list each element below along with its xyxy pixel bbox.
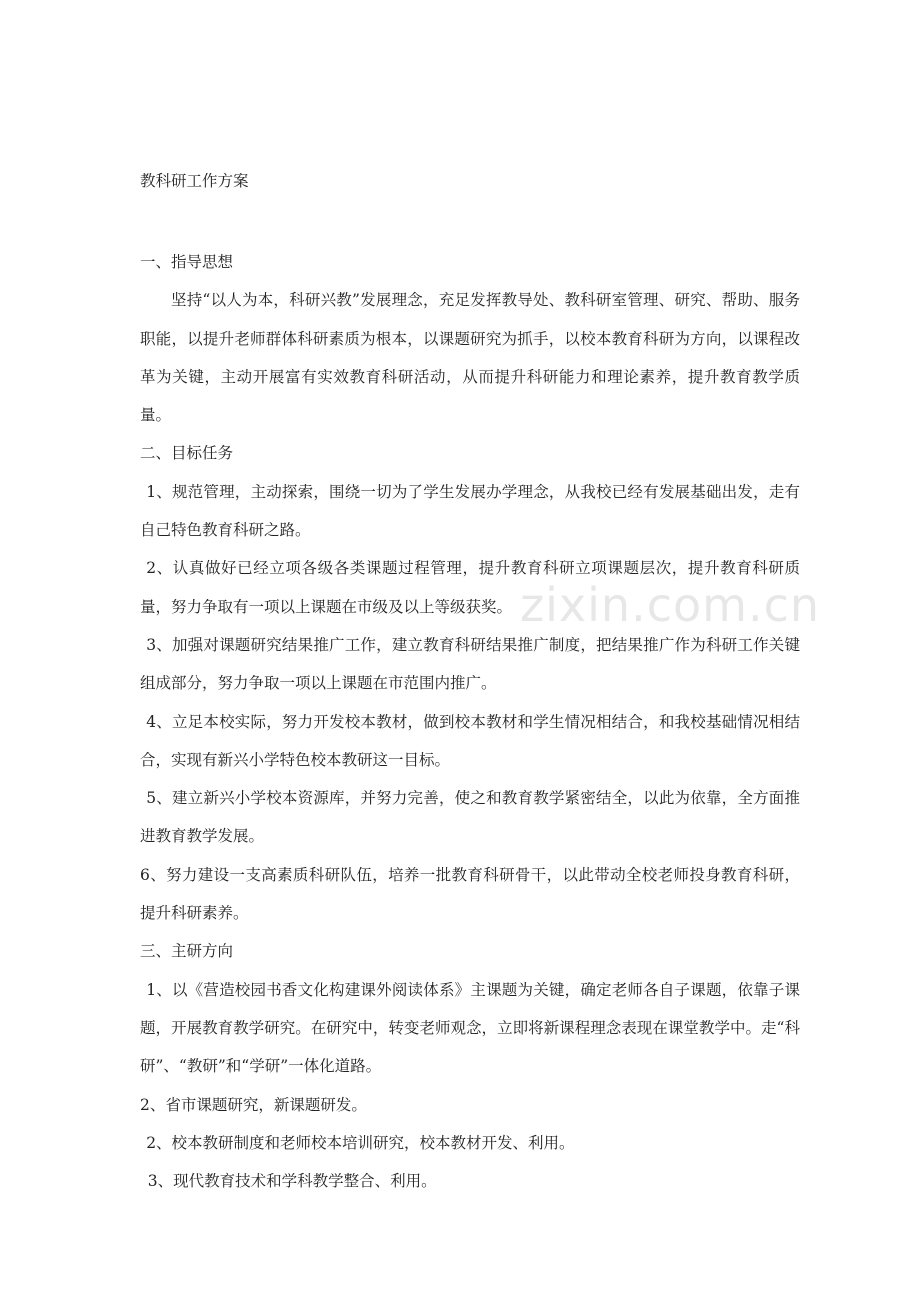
goal-item-3: 3、加强对课题研究结果推广工作，建立教育科研结果推广制度，把结果推广作为科研工作关键组成部分，努力争取一项以上课题在市范围内推广。	[140, 635, 800, 693]
document-title: 教科研工作方案	[140, 172, 249, 190]
direction-item-1: 1、以《营造校园书香文化构建课外阅读体系》主课题为关键，确定老师各自子课题，依靠子课题，开展教育教学研究。在研究中，转变老师观念，立即将新课程理念表现在课堂教学中。走“科研”、“教研”和“学研”一体化道路。	[140, 980, 800, 1076]
goal-item-5: 5、建立新兴小学校本资源库，并努力完善，使之和教育教学紧密结全，以此为依靠，全方面推进教育教学发展。	[140, 789, 800, 846]
section-heading-guiding-thought: 一、指导思想	[140, 253, 234, 271]
section-heading-goals: 二、目标任务	[140, 444, 234, 463]
section-heading-research-direction: 三、主研方向	[140, 942, 234, 961]
goal-item-4: 4、立足本校实际，努力开发校本教材，做到校本教材和学生情况相结合，和我校基础情况相结合，实现有新兴小学特色校本教研这一目标。	[140, 712, 800, 769]
direction-item-2: 2、省市课题研究，新课题研发。	[140, 1095, 367, 1114]
goal-item-1: 1、规范管理，主动探索，围绕一切为了学生发展办学理念，从我校已经有发展基础出发，走有自己特色教育科研之路。	[140, 482, 800, 540]
direction-item-3: 2、校本教研制度和老师校本培训研究，校本教材开发、利用。	[146, 1133, 575, 1152]
watermark: zixin.com.cn	[520, 578, 821, 632]
goal-item-2: 2、认真做好已经立项各级各类课题过程管理，提升教育科研立项课题层次，提升教育科研质量，努力争取有一项以上课题在市级及以上等级获奖。	[140, 559, 800, 616]
goal-item-6: 6、努力建设一支高素质科研队伍，培养一批教育科研骨干，以此带动全校老师投身教育科研，提升科研素养。	[140, 865, 800, 923]
direction-item-4: 3、现代教育技术和学科教学整合、利用。	[147, 1172, 437, 1191]
guiding-thought-paragraph: 坚持“以人为本，科研兴教”发展理念，充足发挥教导处、教科研室管理、研究、帮助、服务职能，以提升老师群体科研素质为根本，以课题研究为抓手，以校本教育科研为方向，以课程改革为关键，主动开展富有实效教育科研活动，从而提升科研能力和理论素养，提升教育教学质量。	[140, 291, 800, 425]
document-body	[140, 243, 800, 1200]
